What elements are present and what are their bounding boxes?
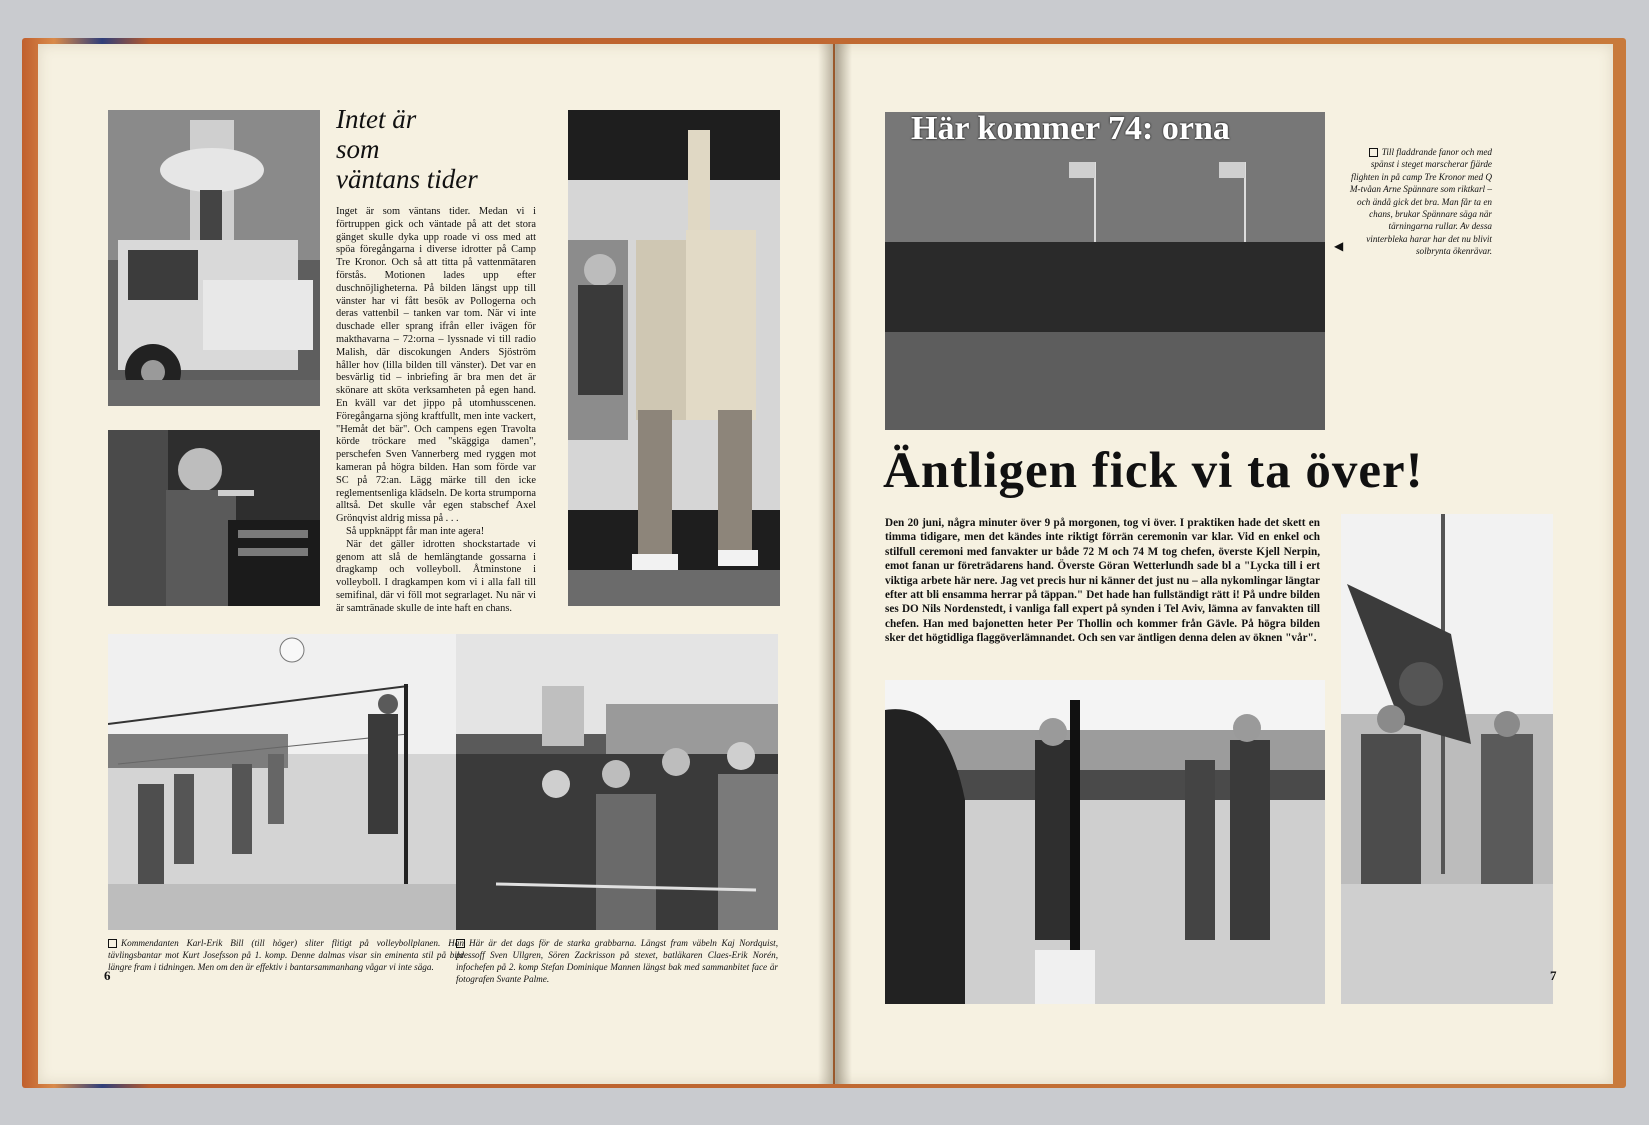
section-title-har-kommer: Här kommer 74: orna xyxy=(911,110,1230,147)
caption-box-icon xyxy=(456,939,465,948)
body-paragraph-3: När det gäller idrotten shockstartade vi genom att slå de hemlängtande gossarna i dragkamp och volleyboll. Åtminstone i volleyboll. I dragkampen kom vi i alla fall till semifinal, där vi föll mot segrarlaget. Nu när vi är samtränade skulle de inte haft en chans. xyxy=(336,538,536,614)
left-body-text xyxy=(336,206,536,616)
left-headline xyxy=(336,104,478,194)
photo-water-tower-truck xyxy=(108,110,320,406)
left-page xyxy=(38,44,833,1084)
headline-line-3: väntans tider xyxy=(336,164,478,194)
book-gutter xyxy=(818,44,852,1084)
photo-flag-handover xyxy=(1341,514,1553,1004)
caption-volleyball xyxy=(108,937,464,973)
main-headline: Äntligen fick vi ta över! xyxy=(883,443,1424,499)
photo-tug-of-war xyxy=(456,634,778,930)
caption-tug-of-war-text: Här är det dags för de starka grabbarna. Längst fram väbeln Kaj Nordquist, pressoff Sven Ullgren, Sören Zackrisson på stexet, batläkaren Claes-Erik Norén, infochefen på 2. komp Stefan Dominique Mannen längst bak med sammanbitet face är fotografen Svante Palme. xyxy=(456,938,778,984)
headline-line-2: som xyxy=(336,134,380,164)
photo-radio-malish-dj xyxy=(108,430,320,606)
body-paragraph-1: Inget är som väntans tider. Medan vi i förtruppen gick och väntade på att det stora gänget skulle dyka upp roade vi oss med att spöa föregångarna i diverse idrotter på Camp Tre Kronor. Och så att titta på vattenmätaren förstås. Motionen lades upp efter duschnöjligheterna. På bilden längst upp till vänster har vi fått besök av Pollogerna och deras vattenbil – tanken var tom. När vi inte duschade eller sprang ifrån eller ivägen för makthavarna – 72:orna – lyssnade vi till radio Malish, där discokungen Anders Sjöström håller hov (lilla bilden till vänster). Det var en besvärlig tid – inbriefing är bra men det är skönare att sköta verksamheten på egen hand. En kväll var det jippo på utomhusscenen. Föregångarna sjöng kraftfullt, men inte vackert, "Hemåt det bär". Och campens egen Travolta körde tröckare med "skäggiga damen", perschefen Sven Vannerberg med ryggen mot kameran på högra bilden. Han som förde var SC på 72:an. Lägg märke till den icke reglementsenliga klädseln. De korta strumporna alltså. Det skulle vår egen stabschef Axel Grönqvist aldrig missa på . . . xyxy=(336,206,536,525)
right-body-text: Den 20 juni, några minuter över 9 på morgonen, tog vi över. I praktiken hade det skett en timma tidigare, men det kändes inte riktigt förrän ceremonin var klar. Vid en enkel och stilfull ceremoni med fanvakter ur både 72 M och 74 M tog chefen, överste Kjell Nerpin, emot fanan ur företrädarens hand. Överste Göran Wetterlundh sade bl a "Lycka till i ert viktiga arbete här nere. Jag vet precis hur ni känner det just nu – alla nykomlingar längtar efter att bli ensamma herrar på täppan." Det hade han fullständigt rätt i! På undre bilden ses DO Nils Nordenstedt, i vanliga fall expert på synden i Tel Aviv, lämna av fanvakten till chefen. Han med bajonetten heter Per Thollin och kommer från Gävle. På högra bilden sker det högtidliga flaggöverlämnandet. Och sen var äntligen denna delen av öknen "vår". xyxy=(885,517,1320,645)
side-caption xyxy=(1348,146,1492,258)
headline-line-1: Intet är xyxy=(336,104,417,134)
photo-volleyball xyxy=(108,634,464,930)
page-number-left: 6 xyxy=(104,968,111,983)
arrow-left-icon: ◀ xyxy=(1334,239,1344,253)
photo-dancing-men xyxy=(568,110,780,606)
caption-tug-of-war xyxy=(456,937,778,985)
caption-box-icon xyxy=(108,939,117,948)
photo-bayonet-guard xyxy=(885,680,1325,1004)
page-number-right: 7 xyxy=(1550,968,1557,983)
side-caption-text: Till fladdrande fanor och med spänst i steget marscherar fjärde flighten in på camp Tre Kronor med Q M-tvåan Arne Spännare som riktkarl – och ändå gick det bra. Man får ta en chans, brukar Spännare säga när tärningarna rullar. Av dessa vinterbleka harar har det nu blivit solbrynta ökenrävar. xyxy=(1349,147,1492,257)
right-page xyxy=(835,44,1613,1084)
photo-marching-flight xyxy=(885,112,1325,430)
caption-volleyball-text: Kommendanten Karl-Erik Bill (till höger) sliter flitigt på volleybollplanen. Han tävlingsbantar mot Kurt Josefsson på 1. komp. Denne dalmas visar sin eminenta stil på bild längre fram i tidningen. Men om den är effektiv i bantarsammanhang vågar vi inte säga. xyxy=(108,938,464,972)
body-paragraph-2: Så uppknäppt får man inte agera! xyxy=(346,525,485,537)
caption-box-icon xyxy=(1369,148,1378,157)
